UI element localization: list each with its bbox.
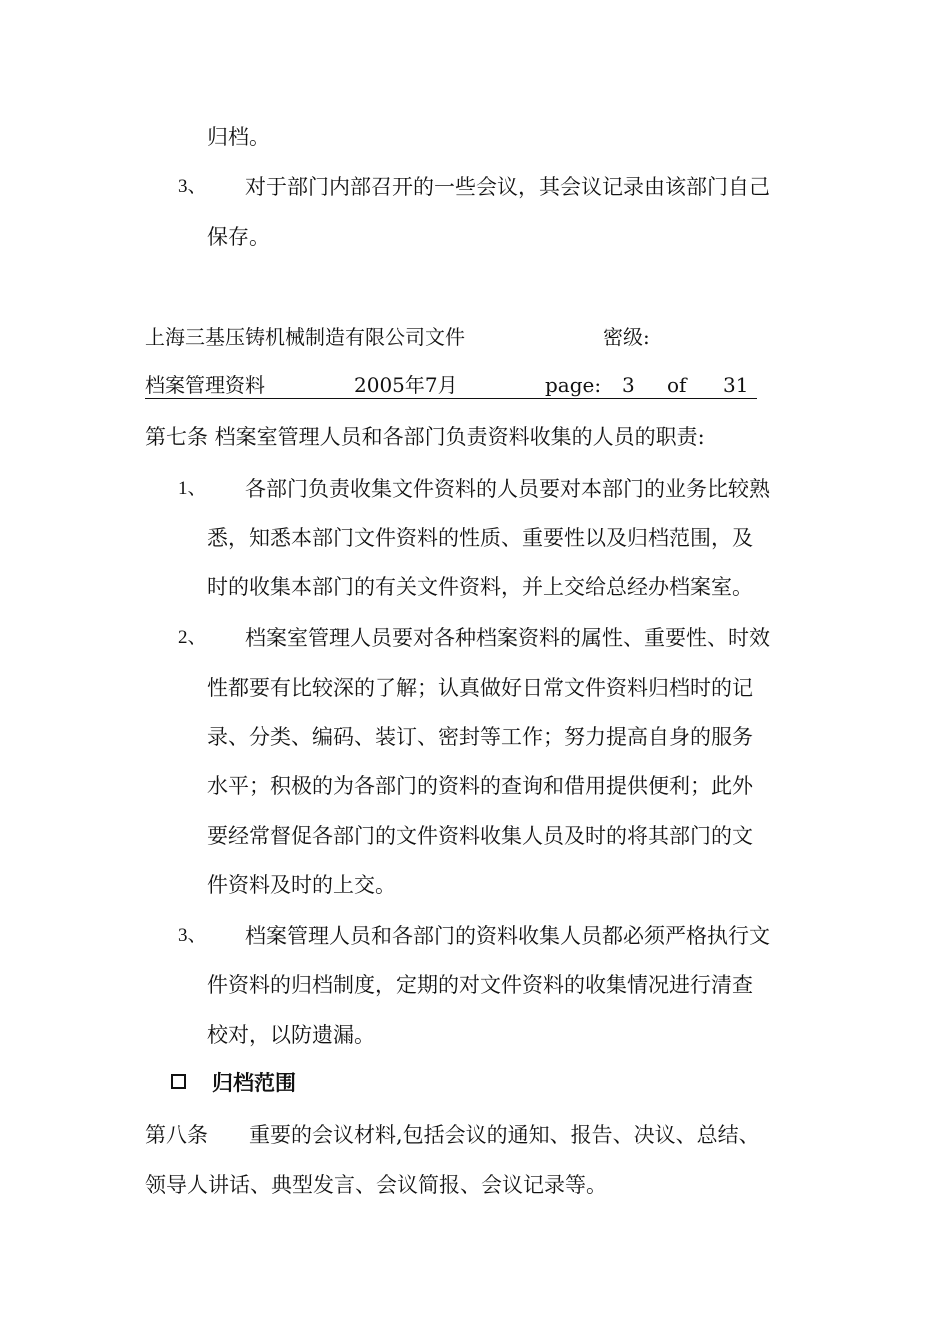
article7-title: 第七条 档案室管理人员和各部门负责资料收集的人员的职责:: [145, 425, 705, 449]
item-number: 1、: [178, 478, 207, 499]
article7-item1-line: 各部门负责收集文件资料的人员要对本部门的业务比较熟: [245, 477, 770, 501]
intro-item3-line: 对于部门内部召开的一些会议，其会议记录由该部门自己: [245, 175, 770, 199]
section-title: 归档范围: [212, 1071, 296, 1095]
article7-item3-line: 件资料的归档制度，定期的对文件资料的收集情况进行清查: [207, 973, 753, 997]
header-page-number: 3: [622, 373, 635, 397]
article7-item2-line: 性都要有比较深的了解；认真做好日常文件资料归档时的记: [207, 676, 753, 700]
article7-item2-line: 录、分类、编码、装订、密封等工作；努力提高自身的服务: [207, 725, 753, 749]
header-secret-label: 密级:: [603, 325, 650, 349]
header-company: 上海三基压铸机械制造有限公司文件: [145, 325, 465, 349]
header-page-label: page:: [545, 373, 602, 397]
item-number: 2、: [178, 627, 207, 648]
header-divider: [145, 398, 757, 399]
header-doc-label: 档案管理资料: [145, 373, 265, 397]
item-number: 3、: [178, 925, 207, 946]
article7-item1-line: 悉，知悉本部门文件资料的性质、重要性以及归档范围，及: [207, 526, 753, 550]
article8-line: 重要的会议材料,包括会议的通知、报告、决议、总结、: [249, 1123, 760, 1147]
article7-item1-line: 时的收集本部门的有关文件资料，并上交给总经办档案室。: [207, 575, 753, 599]
square-bullet-icon: [171, 1074, 186, 1089]
header-total-pages: 31: [723, 373, 749, 397]
header-of-label: of: [667, 373, 687, 397]
article8-line: 领导人讲话、典型发言、会议简报、会议记录等。: [145, 1173, 607, 1197]
article7-item2-line: 要经常督促各部门的文件资料收集人员及时的将其部门的文: [207, 824, 753, 848]
article7-item3-line: 校对，以防遗漏。: [207, 1023, 375, 1047]
article7-item2-line: 档案室管理人员要对各种档案资料的属性、重要性、时效: [245, 626, 770, 650]
article7-item3-line: 档案管理人员和各部门的资料收集人员都必须严格执行文: [245, 924, 770, 948]
header-date: 2005年7月: [354, 373, 458, 397]
article8-label: 第八条: [145, 1123, 208, 1147]
article7-item2-line: 件资料及时的上交。: [207, 873, 396, 897]
intro-line: 归档。: [207, 125, 270, 149]
intro-item3-line: 保存。: [207, 225, 270, 249]
article7-item2-line: 水平；积极的为各部门的资料的查询和借用提供便利；此外: [207, 774, 753, 798]
item-number: 3、: [178, 176, 207, 197]
